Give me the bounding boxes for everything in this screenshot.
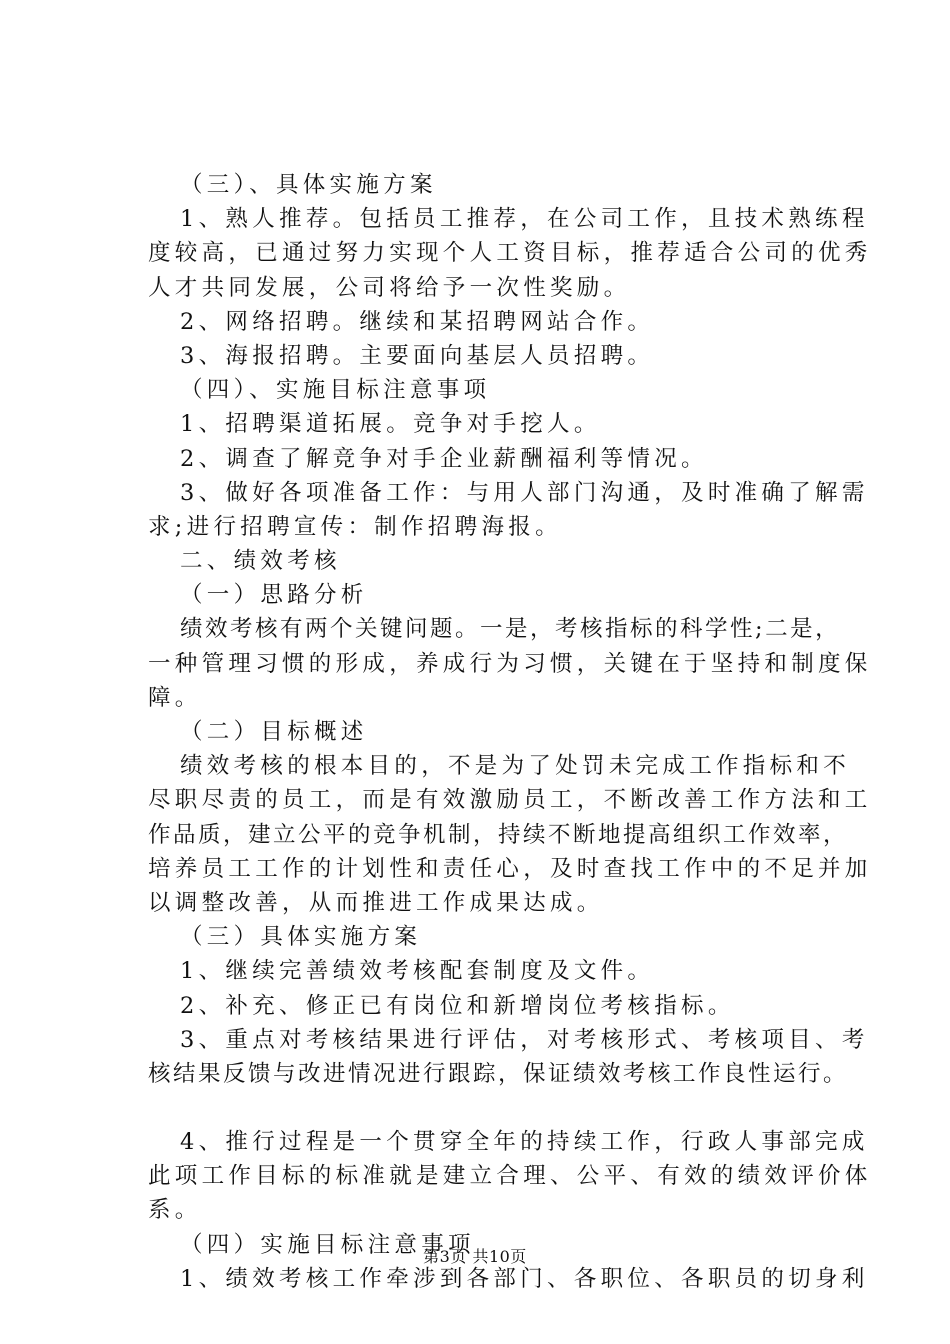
section-heading: （三）具体实施方案 [180, 924, 422, 951]
paragraph-line: 人才共同发展，公司将给予一次性奖励。 [148, 274, 631, 301]
paragraph-line: 核结果反馈与改进情况进行跟踪，保证绩效考核工作良性运行。 [148, 1060, 849, 1087]
paragraph-line: 绩效考核有两个关键问题。一是，考核指标的科学性;二是， [180, 616, 841, 643]
paragraph-line: 一种管理习惯的形成，养成行为习惯，关键在于坚持和制度保 [148, 650, 872, 677]
paragraph-line: 2、网络招聘。继续和某招聘网站合作。 [180, 308, 655, 335]
paragraph-line: 1、绩效考核工作牵涉到各部门、各职位、各职员的切身利 [180, 1265, 869, 1292]
paragraph-line: 4、推行过程是一个贯穿全年的持续工作，行政人事部完成 [180, 1129, 869, 1156]
section-heading: （四）、实施目标注意事项 [180, 377, 491, 404]
section-heading: （二）目标概述 [180, 719, 368, 745]
paragraph-line: 度较高，已通过努力实现个人工资目标，推荐适合公司的优秀 [148, 240, 872, 267]
paragraph-line: 3、海报招聘。主要面向基层人员招聘。 [180, 342, 655, 369]
section-heading: （四）实施目标注意事项 [180, 1231, 475, 1258]
paragraph-line: 1、招聘渠道拓展。竞争对手挖人。 [180, 411, 601, 438]
paragraph-line: 尽职尽责的员工，而是有效激励员工，不断改善工作方法和工 [148, 787, 872, 814]
paragraph-line: 2、补充、修正已有岗位和新增岗位考核指标。 [180, 992, 735, 1019]
paragraph-line: 以调整改善，从而推进工作成果达成。 [148, 889, 604, 916]
paragraph-line: 3、重点对考核结果进行评估，对考核形式、考核项目、考 [180, 1026, 869, 1053]
paragraph-line: 此项工作目标的标准就是建立合理、公平、有效的绩效评价体 [148, 1163, 872, 1190]
section-heading: （一）思路分析 [180, 582, 368, 609]
section-heading: （三）、具体实施方案 [180, 172, 437, 198]
paragraph-line: 培养员工工作的计划性和责任心，及时查找工作中的不足并加 [148, 855, 872, 882]
paragraph-gap [148, 1091, 838, 1125]
paragraph-line: 1、熟人推荐。包括员工推荐，在公司工作，且技术熟练程 [180, 206, 869, 233]
paragraph-line: 3、做好各项准备工作：与用人部门沟通，及时准确了解需 [180, 479, 869, 506]
document-body [148, 168, 872, 1296]
page-footer: 第3页 共10页 [423, 1247, 527, 1266]
paragraph-line: 求;进行招聘宣传：制作招聘海报。 [148, 513, 562, 540]
paragraph-line: 绩效考核的根本目的，不是为了处罚未完成工作指标和不 [180, 753, 851, 780]
paragraph-line: 系。 [148, 1197, 202, 1224]
paragraph-line: 障。 [148, 684, 202, 711]
paragraph-line: 作品质，建立公平的竞争机制，持续不断地提高组织工作效率， [148, 821, 849, 848]
paragraph-line: 2、调查了解竞争对手企业薪酬福利等情况。 [180, 445, 708, 472]
chapter-heading: 二、绩效考核 [180, 548, 341, 575]
paragraph-line: 1、继续完善绩效考核配套制度及文件。 [180, 958, 655, 985]
